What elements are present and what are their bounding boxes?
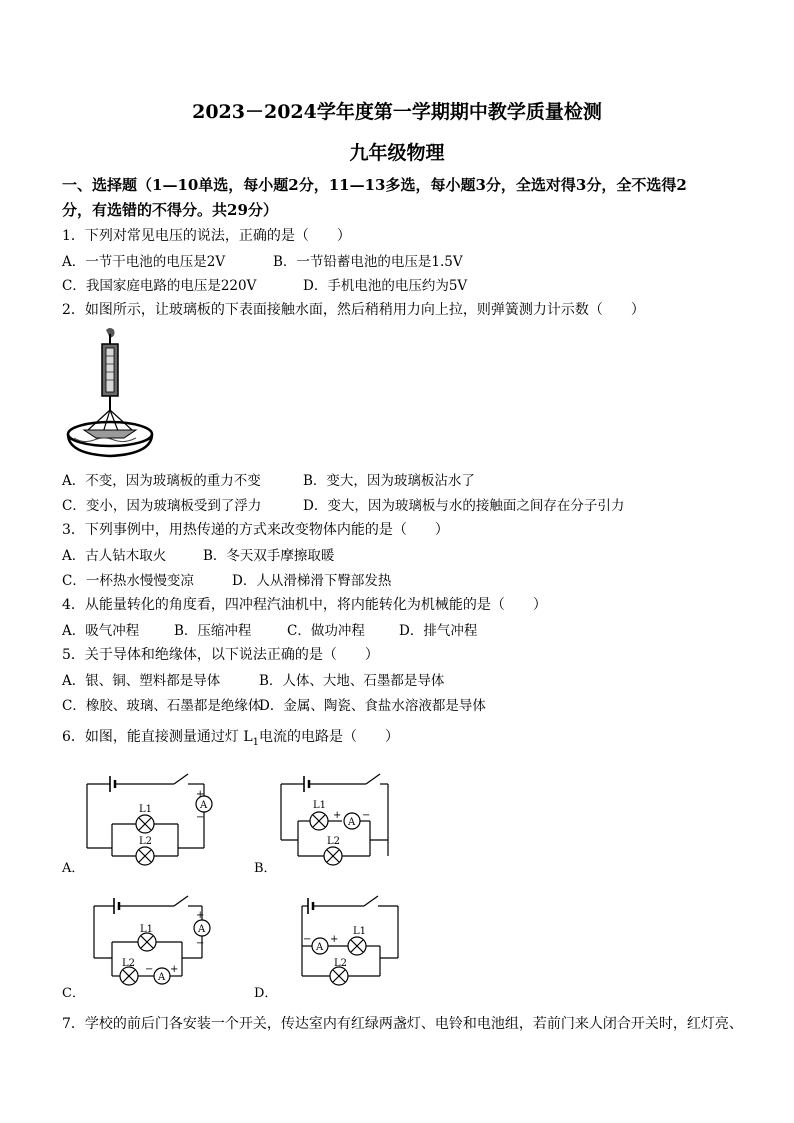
- q6-label-b: B．: [254, 861, 277, 876]
- q6-stem-post: 电流的电路是（ ）: [259, 729, 400, 745]
- q5-option-a: A．银、铜、塑料都是导体: [62, 673, 221, 689]
- circuit-diagram-a: [82, 770, 222, 862]
- ammeter-c2-minus: −: [145, 964, 154, 975]
- q4-option-d: D．排气冲程: [399, 623, 478, 639]
- q1-option-a: A．一节干电池的电压是2V: [62, 254, 226, 270]
- ammeter-c2-label: A: [158, 972, 166, 983]
- q5-option-d: D．金属、陶瓷、食盐水溶液都是导体: [259, 698, 486, 714]
- q2-option-b: B．变大，因为玻璃板沾水了: [303, 473, 475, 489]
- section-heading-line1: 一、选择题（1—10单选，每小题2分，11—13多选，每小题3分，全选对得3分，全不选得2: [62, 176, 687, 194]
- ammeter-a-minus: −: [196, 812, 205, 823]
- q5-stem: 5．关于导体和绝缘体，以下说法正确的是（ ）: [62, 647, 379, 663]
- q2-option-a: A．不变，因为玻璃板的重力不变: [62, 473, 261, 489]
- lamp-d-l2-label: L2: [334, 958, 348, 969]
- ammeter-d-label: A: [316, 942, 324, 953]
- q1-stem: 1．下列对常见电压的说法，正确的是（ ）: [62, 228, 351, 244]
- q3-option-b: B．冬天双手摩擦取暖: [203, 548, 335, 564]
- q4-stem: 4．从能量转化的角度看，四冲程汽油机中，将内能转化为机械能的是（ ）: [62, 597, 547, 613]
- ammeter-b-minus: −: [362, 810, 371, 821]
- ammeter-d-plus: +: [330, 934, 339, 945]
- q2-option-c: C．变小，因为玻璃板受到了浮力: [62, 498, 262, 514]
- lamp-b-l2-label: L2: [327, 836, 341, 847]
- q1-option-c: C．我国家庭电路的电压是220V: [62, 278, 257, 294]
- spring-scale-figure: [66, 326, 162, 466]
- q1-option-d: D．手机电池的电压约为5V: [303, 278, 468, 294]
- circuit-diagram-b: [276, 776, 416, 868]
- lamp-a-l2-label: L2: [139, 836, 153, 847]
- q4-option-b: B．压缩冲程: [174, 623, 252, 639]
- q2-option-d: D．变大，因为玻璃板与水的接触面之间存在分子引力: [303, 498, 625, 514]
- ammeter-c-minus: −: [196, 938, 205, 949]
- lamp-c-l2-label: L2: [122, 958, 136, 969]
- q1-option-b: B．一节铅蓄电池的电压是1.5V: [273, 254, 463, 270]
- q7-stem: 7．学校的前后门各安装一个开关，传达室内有红绿两盏灯、电铃和电池组，若前门来人闭合开关时，红灯亮、: [62, 1016, 743, 1032]
- exam-subtitle: 九年级物理: [349, 142, 445, 164]
- ammeter-b-plus: +: [333, 810, 342, 821]
- q3-option-d: D．人从滑梯滑下臀部发热: [232, 573, 392, 589]
- ammeter-c-plus: +: [196, 910, 205, 921]
- ammeter-b-label: A: [348, 817, 356, 828]
- q6-label-a: A．: [62, 861, 85, 876]
- exam-title: 2023－2024学年度第一学期期中教学质量检测: [192, 101, 602, 123]
- q6-stem: [62, 726, 399, 748]
- circuit-diagram-d: [280, 898, 420, 990]
- ammeter-c2-plus: +: [170, 964, 179, 975]
- circuit-diagram-c: [90, 898, 220, 990]
- q3-option-a: A．古人钻木取火: [62, 548, 167, 564]
- q5-option-b: B．人体、大地、石墨都是导体: [259, 673, 445, 689]
- ammeter-d-minus: −: [303, 934, 312, 945]
- q5-option-c: C．橡胶、玻璃、石墨都是绝缘体: [62, 698, 262, 714]
- q3-stem: 3．下列事例中，用热传递的方式来改变物体内能的是（ ）: [62, 522, 449, 538]
- lamp-d-l1-label: L1: [353, 926, 367, 937]
- q6-stem-pre: 6．如图，能直接测量通过灯 L: [62, 729, 253, 745]
- lamp-b-l1-label: L1: [313, 800, 327, 811]
- q2-stem: 2．如图所示，让玻璃板的下表面接触水面，然后稍稍用力向上拉，则弹簧测力计示数（ ）: [62, 302, 645, 318]
- q4-option-c: C．做功冲程: [287, 623, 365, 639]
- lamp-a-l1-label: L1: [139, 804, 153, 815]
- section-heading-line2: 分，有选错的不得分。共29分）: [62, 201, 278, 219]
- lamp-c-l1-label: L1: [140, 924, 154, 935]
- ammeter-a-label: A: [200, 800, 208, 811]
- q6-label-c: C．: [62, 986, 85, 1001]
- q4-option-a: A．吸气冲程: [62, 623, 140, 639]
- q3-option-c: C．一杯热水慢慢变凉: [62, 573, 194, 589]
- q6-stem-sub: 1: [252, 736, 260, 748]
- ammeter-c-label: A: [198, 924, 206, 935]
- q6-label-d: D．: [254, 986, 278, 1001]
- ammeter-a-plus: +: [196, 789, 205, 800]
